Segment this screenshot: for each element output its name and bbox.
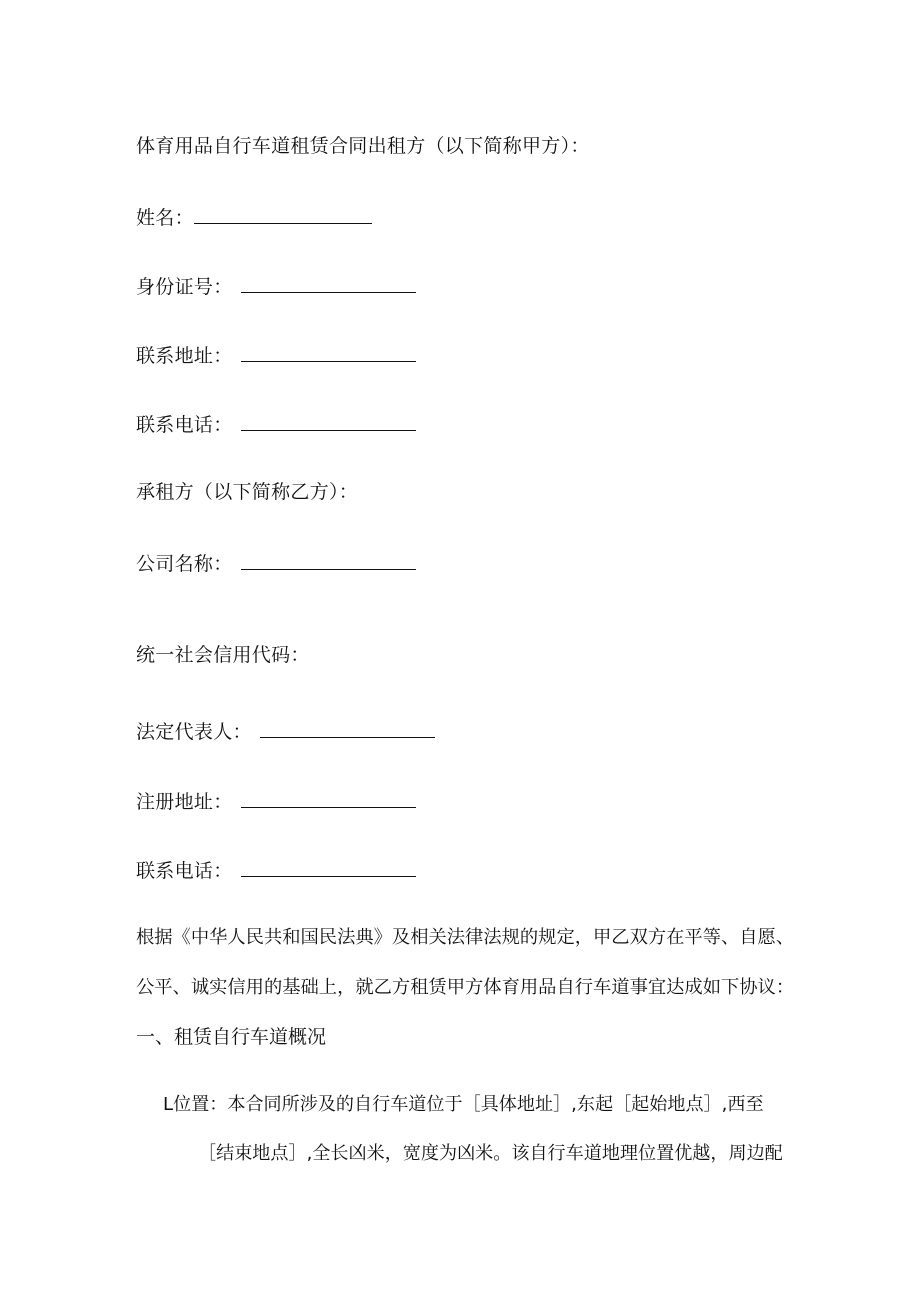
lessee-company-label: 公司名称：: [136, 553, 233, 575]
lessee-reg-address-row: [136, 787, 416, 814]
section-1-item-1-line-1: L位置：本合同所涉及的自行车道位于［具体地址］,东起［起始地点］,西至: [163, 1094, 764, 1115]
lessor-id-label: 身份证号：: [136, 276, 233, 298]
lessee-reg-address-label: 注册地址：: [136, 791, 233, 813]
lessee-phone-row: [136, 856, 416, 883]
lessor-address-blank[interactable]: [241, 341, 416, 362]
lessee-representative-label: 法定代表人：: [136, 721, 252, 743]
lessor-id-blank[interactable]: [241, 272, 416, 293]
lessor-address-row: [136, 341, 416, 368]
lessee-company-blank[interactable]: [241, 549, 416, 570]
lessee-phone-label: 联系电话：: [136, 860, 233, 882]
lessor-phone-row: [136, 410, 416, 437]
lessor-name-label: 姓名：: [136, 207, 194, 229]
lessee-phone-blank[interactable]: [241, 856, 416, 877]
lessor-name-blank[interactable]: [194, 203, 372, 224]
lessee-representative-row: [136, 717, 435, 744]
section-1-item-1-line-2: ［结束地点］,全长凶米，宽度为凶米。该自行车道地理位置优越，周边配: [198, 1143, 783, 1164]
contract-title: 体育用品自行车道租赁合同出租方（以下简称甲方）：: [136, 135, 590, 157]
section-1-heading: 一、租赁自行车道概况: [136, 1026, 327, 1048]
lessee-company-row: [136, 549, 416, 576]
preamble-line-2: 公平、诚实信用的基础上，就乙方租赁甲方体育用品自行车道事宜达成如下协议：: [136, 977, 795, 998]
preamble-line-1: 根据《中华人民共和国民法典》及相关法律法规的规定，甲乙双方在平等、自愿、: [136, 927, 795, 948]
lessor-address-label: 联系地址：: [136, 345, 233, 367]
lessor-id-row: [136, 272, 416, 299]
lessor-name-row: [136, 203, 372, 230]
lessee-heading: 承租方（以下简称乙方）：: [136, 481, 359, 503]
lessee-credit-code-label: 统一社会信用代码：: [136, 644, 310, 666]
lessee-reg-address-blank[interactable]: [241, 787, 416, 808]
lessee-credit-code-row: [136, 643, 310, 667]
lessee-representative-blank[interactable]: [260, 717, 435, 738]
lessor-phone-label: 联系电话：: [136, 414, 233, 436]
lessor-phone-blank[interactable]: [241, 410, 416, 431]
